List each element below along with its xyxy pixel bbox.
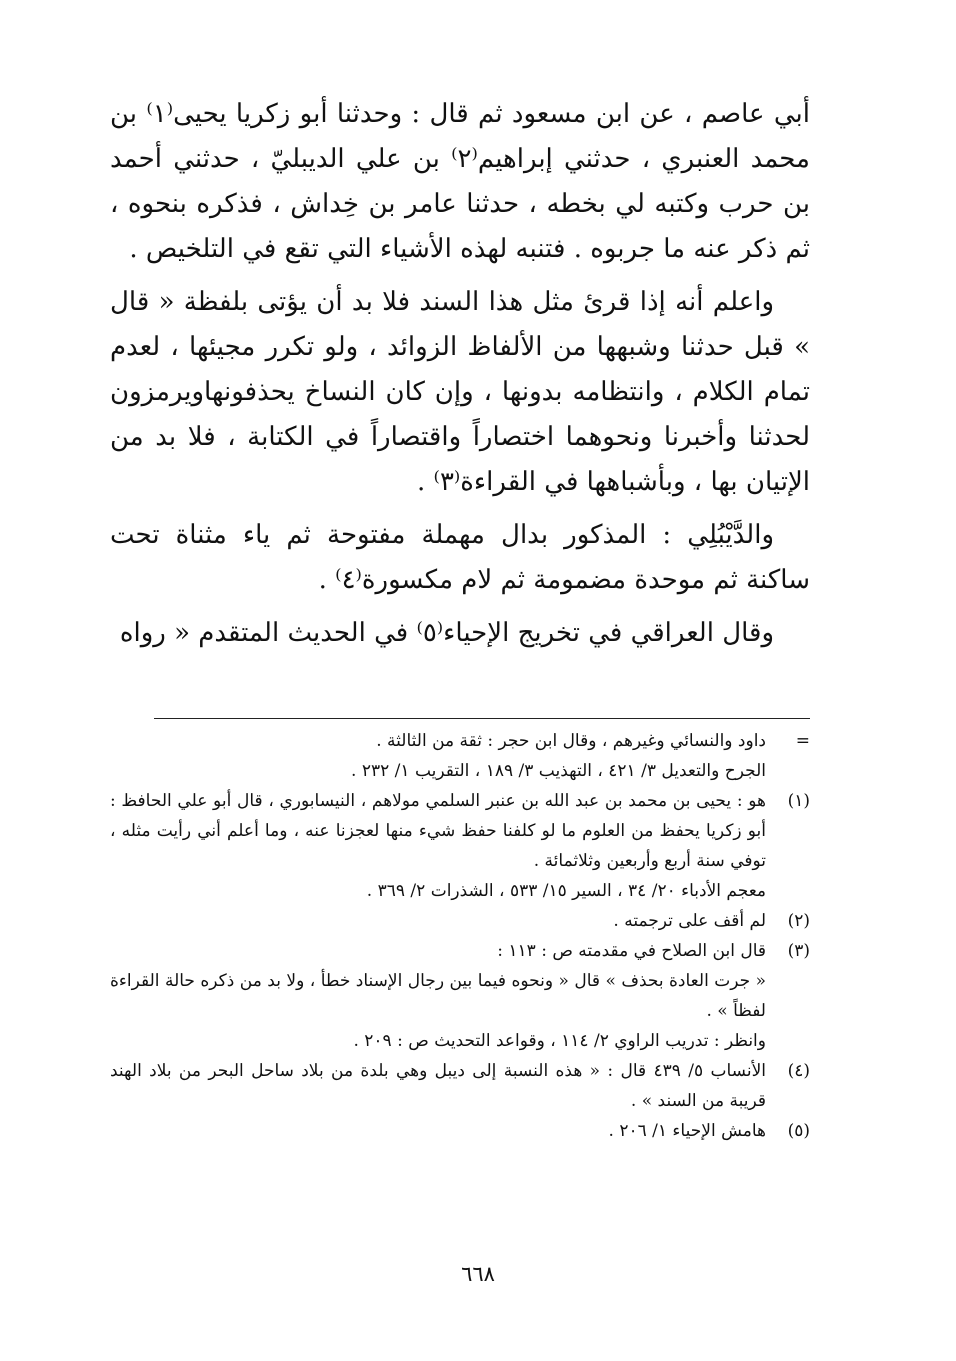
footnote-marker: (٥) bbox=[787, 1121, 810, 1141]
footnote-line: الجرح والتعديل ٣/ ٤٢١ ، التهذيب ٣/ ١٨٩ ، التقريب ١/ ٢٣٢ . bbox=[351, 761, 766, 781]
footnote-line: هامش الإحياء ١/ ٢٠٦ . bbox=[608, 1121, 766, 1141]
footnote-line: داود والنسائي وغيرهم ، وقال ابن حجر : ثقة من الثالثة . bbox=[376, 731, 766, 751]
footnote-marker: (٣) bbox=[787, 941, 810, 961]
footnote-line: وانظر : تدريب الراوي ٢/ ١١٤ ، وقواعد التحديث ص : ٢٠٩ . bbox=[353, 1031, 766, 1051]
footnote-marker: (١) bbox=[787, 791, 810, 811]
footnote-line: معجم الأدباء ٢٠/ ٣٤ ، السير ١٥/ ٥٣٣ ، الشذرات ٢/ ٣٦٩ . bbox=[366, 881, 766, 901]
footnote-line: هو : يحيى بن محمد بن عبد الله بن عنبر السلمي مولاهم ، النيسابوري ، قال أبو علي الحافظ : أبو زكريا يحفظ من العلوم ما لو كلفنا حفظ شيء منها لعجزنا عنه ، وما أعلم أني رأيت مثله ، توفي سنة أربع وأربعين وثلاثمائة . bbox=[110, 791, 766, 871]
footnote-5 bbox=[110, 1116, 810, 1146]
paragraph-4: وقال العراقي في تخريج الإحياء⁽٥⁾ في الحديث المتقدم « رواه bbox=[119, 618, 774, 648]
footnote-marker: (٤) bbox=[787, 1061, 810, 1081]
page-number: ٦٦٨ bbox=[461, 1262, 495, 1286]
footnote-4 bbox=[110, 1056, 810, 1116]
paragraph-2: واعلم أنه إذا قرئ مثل هذا السند فلا بد أن يؤتى بلفظة « قال » قبل حدثنا وشبهها من الألفاظ الزوائد ، ولو تكرر مجيئها ، لعدم تمام الكلام ، وانتظامه بدونها ، وإن كان النساخ يحذفونهاويرمزون لحدثنا وأخبرنا ونحوهما اختصاراً واقتصاراً في الكتابة ، فلا بد من الإتيان بها ، وبأشباهها في القراءة⁽٣⁾ . bbox=[110, 287, 810, 497]
footnote-line: لم أقف على ترجمته . bbox=[613, 911, 766, 931]
footnote-continued bbox=[110, 726, 810, 786]
footnote-3 bbox=[110, 936, 810, 1056]
footnote-marker: (٢) bbox=[787, 911, 810, 931]
footnote-marker: = bbox=[795, 731, 810, 751]
footnote-2 bbox=[110, 906, 810, 936]
footnote-line: الأنساب ٥/ ٤٣٩ قال : « هذه النسبة إلى ديبل وهي بلدة من بلاد ساحل البحر من بلاد الهند قريبة من السند » . bbox=[110, 1061, 766, 1111]
paragraph-1: أبي عاصم ، عن ابن مسعود ثم قال : وحدثنا أبو زكريا يحيى⁽١⁾ بن محمد العنبري ، حدثني إبراهيم⁽٢⁾ بن علي الديبليّ ، حدثني أحمد بن حرب وكتبه لي بخطه ، حدثنا عامر بن خِداش ، فذكره بنحوه ، ثم ذكر عنه ما جربوه . فتنبه لهذه الأشياء التي تقع في التلخيص . bbox=[110, 99, 810, 264]
footnote-line: « جرت العادة بحذف » قال « ونحوه فيما بين رجال الإسناد خطأ ، ولا بد من ذكره حالة القراءة لفظاً » . bbox=[110, 971, 766, 1021]
footnotes bbox=[110, 726, 810, 1146]
footnote-line: قال ابن الصلاح في مقدمته ص : ١١٣ : bbox=[497, 941, 766, 961]
main-text bbox=[110, 92, 810, 664]
paragraph-3: والدَّيْبُلِي : المذكور بدال مهملة مفتوحة ثم ياء مثناة تحت ساكنة ثم موحدة مضمومة ثم لام مكسورة⁽٤⁾ . bbox=[110, 520, 810, 595]
footnote-1 bbox=[110, 786, 810, 906]
footnote-separator bbox=[154, 718, 810, 719]
